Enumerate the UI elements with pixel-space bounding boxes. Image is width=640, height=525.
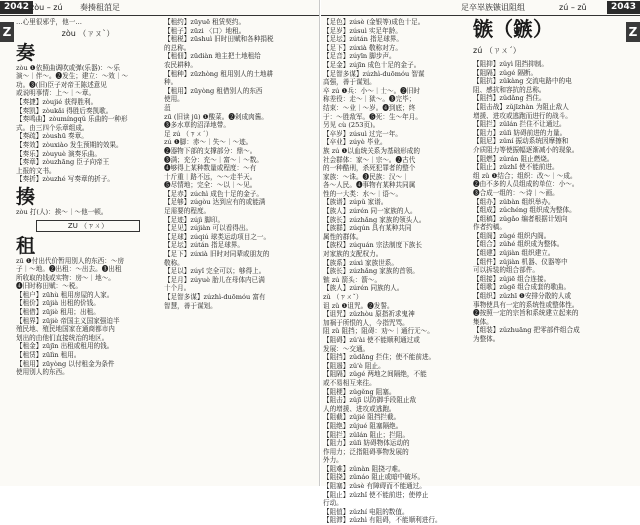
text-line: 外力。 bbox=[323, 456, 343, 465]
text-line: 性的一大类：水～｜语～。 bbox=[323, 189, 403, 198]
text-line: 【奏捷】zòujié 获得胜利。 bbox=[16, 97, 98, 106]
text-line: 【阻隔】zǔgé 两地之间隔绝，不能 bbox=[323, 370, 427, 379]
text-line: 集体。 bbox=[473, 317, 493, 326]
text-line: 【阻力】zǔlì 妨碍物体运动的 bbox=[323, 439, 410, 448]
text-line: 【阻尼】zǔní 振动系统因摩擦和 bbox=[473, 137, 569, 146]
text-line: 【族长】zúzhǎng 家族的领头人。 bbox=[323, 215, 426, 224]
text-line: 高强，善于谋划。 bbox=[323, 78, 376, 87]
text-line: 可以拆装的组合部件。 bbox=[473, 266, 539, 275]
text-line: 【租界】zūjiè 帝国主义国家强迫半 bbox=[16, 316, 120, 325]
text-line: 组 zǔ ❶结合；组织：改～｜～成。 bbox=[473, 171, 577, 180]
text-line: 【奏凯】zòukǎi 得胜后奏凯歌。 bbox=[16, 106, 113, 115]
text-line: 【阻滞】zǔzhì 有阻碍，不能顺利进行。 bbox=[323, 516, 442, 525]
text-line: zū (旧读 jū) ❶酸菜。❷剁成肉酱。 bbox=[164, 112, 268, 121]
text-line: 【卒业】zúyè 毕业。 bbox=[323, 138, 387, 147]
text-line: ❸满；充分：充～｜富～｜～数。 bbox=[164, 155, 263, 164]
text-line: 【组合】zǔhé 组织成为整体。 bbox=[473, 240, 564, 249]
text-line: 【足智多谋】zúzhì-duōmóu 智谋 bbox=[323, 69, 425, 78]
text-line: 【阻抑】zǔyì 阻挡抑制。 bbox=[473, 60, 548, 68]
text-line: 或说明事情：上～｜～章。 bbox=[16, 89, 96, 98]
text-line: 【组办】zǔbàn 组织举办。 bbox=[473, 197, 555, 206]
text-line: 子｜～地。❷出租：～出去。❸出租 bbox=[16, 265, 122, 274]
entry bbox=[16, 235, 160, 377]
text-line: 【足球】zúqiú 球类运动项目之一。 bbox=[164, 232, 271, 241]
text-line: ❹旧时称田赋：～税。 bbox=[16, 282, 82, 291]
text-line: 增援、进攻或逃跑而进行的战斗。 bbox=[473, 111, 572, 120]
page-header bbox=[0, 0, 319, 16]
text-line: 【组织】zǔzhī ❶安排分散的人或 bbox=[473, 292, 572, 301]
traditional-headword bbox=[473, 18, 553, 62]
text-line: 菹 bbox=[164, 103, 171, 112]
text-line: 的一种酷刑，杀死犯罪者的整个 bbox=[323, 164, 416, 173]
text-line: 【租价】zūjià 出租的价钱。 bbox=[16, 299, 100, 308]
text-line: 【阻挡】zǔdǎng 挡住。 bbox=[473, 94, 546, 103]
text-line: 【阻挠】zǔnáo 阻止或暗中破坏。 bbox=[323, 473, 425, 482]
text-line: 【租税】zūshuì 旧时田赋和各种捐税 bbox=[164, 35, 274, 44]
text-line: 【阻挡】zǔdǎng 拦住；使不能前进。 bbox=[323, 353, 436, 362]
text-line: 【阻绝】zǔjué 阻塞隔绝。 bbox=[323, 421, 403, 430]
text-line: 【阻拦】zǔlán 拦住不让通过。 bbox=[473, 120, 566, 129]
text-line: 【族谱】zúpǔ 家谱。 bbox=[323, 198, 388, 207]
text-line: 事物使具有一定的系统性或整体性。 bbox=[473, 300, 579, 309]
text-line: 【租借】zūjiè 租用；出租。 bbox=[16, 308, 100, 317]
text-line: 称差役：走～｜狱～。❸完毕； bbox=[323, 95, 416, 104]
text-line: 【足下】zúxià 旧时对同辈或朋友的 bbox=[164, 250, 270, 259]
text-line: 种。 bbox=[164, 78, 178, 87]
text-line: 农民耕种。 bbox=[164, 60, 197, 69]
text-line: 社会群体：家～｜宗～。❷古代 bbox=[323, 155, 416, 164]
text-line: zǔ （ㄗㄨˇ） bbox=[323, 293, 363, 301]
column-1 bbox=[16, 18, 160, 482]
text-line: 【阻值】zǔzhí 电阻的数值。 bbox=[323, 507, 409, 516]
headword: 镞（鏃） bbox=[473, 17, 553, 41]
text-line: 【阻碍】zǔ'ài 使不能顺利通过或 bbox=[323, 335, 420, 344]
column-4 bbox=[473, 60, 623, 482]
text-line: 于：～胜敌军。❺死：生～年月。 bbox=[323, 112, 422, 121]
text-line: 【奏乐】zòuyuè 演奏乐曲。 bbox=[16, 149, 102, 158]
text-line: 【奏章】zòuzhāng 臣子向帝王 bbox=[16, 158, 110, 167]
text-line: 【足岁】zúsuì 实足年龄。 bbox=[323, 26, 402, 35]
text-line: 敬称。 bbox=[164, 258, 184, 267]
header-chars: 足卒崒族镞诅阻组 bbox=[461, 3, 525, 12]
text-line: 【组接】zǔjiē 组合连接。 bbox=[473, 274, 551, 283]
text-line: 【组成】zǔchéng 组织成为整体。 bbox=[473, 206, 576, 215]
headword: 租 bbox=[16, 234, 36, 257]
text-line: 【族人】zúrén 同一家族的人。 bbox=[323, 207, 417, 216]
text-line: 【足音】zúyīn 脚步声。 bbox=[323, 52, 396, 61]
letter-tab: Z bbox=[626, 22, 640, 42]
pinyin-heading: zú （ㄗㄨˊ） bbox=[473, 46, 521, 55]
text-line: 上报的文书。 bbox=[16, 166, 56, 175]
text-line: 【阻梗】zǔgěng 阻塞。 bbox=[323, 387, 396, 396]
text-line: 【租佃】zūdiàn 地主把土地租给 bbox=[164, 52, 261, 61]
text-line: 殖民地、殖民地国家在通商都市内 bbox=[16, 325, 115, 334]
text-line: 作用力；泛指阻碍事物发展的 bbox=[323, 447, 409, 456]
text-line: 【租赁】zūlìn 租用。 bbox=[16, 351, 81, 360]
text-line: ❸合成一组的：～诗｜～画。 bbox=[473, 188, 559, 197]
text-line: 【阻击战】zǔjīzhàn 为阻止敌人 bbox=[473, 102, 569, 111]
header-chars: 奏揍租菹足 bbox=[80, 3, 120, 12]
text-line: 介质阻力等使振幅逐渐减小的现象。 bbox=[473, 145, 579, 154]
text-line: 镞 zú 箭头：箭～。 bbox=[323, 275, 382, 284]
text-line: 【足月】zúyuè 胎儿在母体内已满 bbox=[164, 275, 265, 284]
text-line: 【阻拦】zǔlán 阻止；拦阻。 bbox=[323, 430, 410, 439]
section-heading: ZU （ㄗㄨ） bbox=[36, 220, 140, 232]
text-line: 【足下】zúxià 敬称对方。 bbox=[323, 43, 402, 52]
text-line: 【租约】zūyuē 租赁契约。 bbox=[164, 18, 246, 26]
text-line: 【足智多谋】zúzhì-duōmóu 富有 bbox=[164, 293, 266, 301]
text-line: zú ❶脚：赤～｜失～｜～迹。 bbox=[164, 138, 253, 147]
header-range: zú – zǔ bbox=[559, 3, 587, 12]
text-line: 【族长】zúzhǎng 家族的首领。 bbox=[323, 267, 419, 276]
text-line: 诅 zǔ ❶诅咒。❷发誓。 bbox=[323, 301, 394, 310]
text-line: 【奏折】zòuzhé 写奏章的折子。 bbox=[16, 175, 114, 184]
text-line: 【组稿】zǔgǎo 编者根据计划向 bbox=[473, 214, 568, 223]
text-line: 【足见】zújiàn 可以看得出。 bbox=[164, 224, 253, 233]
text-line: 【族权】zúquán 宗法制度下族长 bbox=[323, 241, 422, 250]
text-line: 【阻塞】zǔsè 有障碍而不能通过。 bbox=[323, 482, 426, 491]
text-line: ❷按照一定的宗旨和系统建立起来的 bbox=[473, 309, 579, 318]
text-line: 【足以】zúyǐ 完全可以；够得上。 bbox=[164, 267, 266, 276]
headword: 奏 bbox=[16, 41, 36, 64]
entry bbox=[16, 42, 160, 184]
column-3 bbox=[323, 18, 469, 525]
text-line: …心里很邪乎，他一… bbox=[16, 18, 82, 26]
text-line: 所收取的钱或实物：房～｜地～。 bbox=[16, 273, 115, 282]
page-number: 2042 bbox=[0, 1, 33, 14]
text-line: 【阻止】zǔzhǐ 使不能前进；使停止 bbox=[323, 490, 429, 499]
text-line: 【阻难】zǔnàn 阻挠刁难。 bbox=[323, 464, 405, 473]
text-line: 【租种】zūzhòng 租用别人的土地耕 bbox=[164, 69, 274, 78]
text-line: 足需要的程度。 bbox=[164, 207, 211, 216]
headword: 揍 bbox=[16, 185, 36, 208]
text-line: ❺尽情地；完全：～以｜～见。 bbox=[164, 181, 257, 190]
text-line: 十个月。 bbox=[164, 284, 191, 293]
right-page bbox=[321, 0, 640, 525]
text-line: 【租用】zūyòng 以付租金为条件 bbox=[16, 359, 115, 368]
text-line: ❸多水草的沼泽地带。 bbox=[164, 121, 230, 130]
text-line: 【租金】zūjīn 出租或租用的钱。 bbox=[16, 342, 114, 351]
text-line: 【足坛】zútán 指足球界。 bbox=[164, 241, 244, 250]
text-line: 作者约稿。 bbox=[473, 223, 506, 232]
text-line: 【租子】zūzi 〈口〉地租。 bbox=[164, 26, 246, 35]
text-line: zū ❶付出代价暂用别人的东西：～房 bbox=[16, 256, 125, 265]
text-line: 足 zú （ㄗㄨˊ） bbox=[164, 129, 213, 138]
text-line: ❹够得上某种数量或程度：～有 bbox=[164, 164, 257, 173]
text-line: 【奏疏】zòushū 奏章。 bbox=[16, 132, 88, 141]
text-line: 【族系】zúxì 家族世系。 bbox=[323, 258, 398, 267]
text-line: 【奏鸣曲】zòumíngqǔ 乐曲的一种形 bbox=[16, 115, 128, 124]
text-line: 演～｜伴～。❷发生；建立：～效｜～ bbox=[16, 72, 129, 81]
text-line: 【阻燃】zǔrán 阻止燃烧。 bbox=[473, 154, 554, 163]
text-line: 式。由三四个乐章组成。 bbox=[16, 123, 89, 132]
page-number: 2043 bbox=[607, 1, 640, 14]
text-line: zòu ❶依照曲调吹或弹(乐器)：～乐 bbox=[16, 63, 120, 72]
text-line: 的总称。 bbox=[164, 43, 191, 52]
letter-tab: Z bbox=[0, 22, 14, 42]
text-line: 结束：～业｜～岁。❹到底；终 bbox=[323, 103, 416, 112]
text-line: 功。❸(旧)臣子对帝王陈述意见 bbox=[16, 80, 107, 89]
text-line: 或不易相互来往。 bbox=[323, 378, 376, 387]
text-line: 【阻遏】zǔ'è 阻止。 bbox=[323, 361, 385, 370]
text-line: 【族群】zúqún 具有某种共同 bbox=[323, 224, 412, 233]
text-line: 使用。 bbox=[164, 95, 184, 104]
text-line: 【组阁】zǔgé 组织内阁。 bbox=[473, 231, 551, 240]
text-line: 【组歌】zǔgē 组合成套的歌曲。 bbox=[473, 283, 571, 292]
text-line: ❷器物下部的支撑部分：鼎～。 bbox=[164, 146, 257, 155]
text-line: 【奏效】zòuxiào 发生预期的效果。 bbox=[16, 140, 123, 149]
text-line: 【足够】zúgòu 达到应有的或能满 bbox=[164, 198, 266, 207]
text-line: 另见 cù (253页)。 bbox=[323, 121, 380, 130]
text-line: 属性的群体。 bbox=[323, 232, 363, 241]
text-line: 【阻隔】zǔgé 隔断。 bbox=[473, 68, 538, 77]
left-page bbox=[0, 0, 320, 486]
text-line: 卒 zú ❶兵：小～｜士～。❷旧时 bbox=[323, 86, 420, 95]
text-line: 【诅咒】zǔzhòu 原指祈求鬼神 bbox=[323, 310, 415, 319]
text-line: 【足坛】zútán 指足球界。 bbox=[323, 35, 403, 44]
text-line: 【族人】zúrén 同族的人。 bbox=[323, 284, 404, 293]
text-line: 发展：～交通。 bbox=[323, 344, 370, 353]
text-line: 【阻力】zǔlì 妨碍前进的力量。 bbox=[473, 128, 567, 137]
text-line: 【足迹】zújì 脚印。 bbox=[164, 215, 225, 224]
text-line: 【组件】zǔjiàn 机器、仪器等中 bbox=[473, 257, 568, 266]
text-line: 【租户】zūhù 租用房屋的人家。 bbox=[16, 290, 114, 299]
entry bbox=[16, 186, 160, 217]
text-line: 【足赤】zúchì 成色十足的金子。 bbox=[164, 189, 263, 198]
text-line: 对家族的支配权力。 bbox=[323, 250, 383, 259]
text-line: 族 zú ❶以血统关系为基础形成的 bbox=[323, 146, 420, 155]
text-line: 人的增援、进攻或逃跑。 bbox=[323, 404, 396, 413]
text-line: 【阻击】zǔjī 以防御手段阻止敌 bbox=[323, 396, 417, 405]
text-line: 【卒岁】zúsuì 过完一年。 bbox=[323, 129, 402, 138]
column-2 bbox=[164, 18, 316, 482]
text-line: zòu 打(人)：挨～｜～他一顿。 bbox=[16, 207, 108, 216]
text-line: 划出的由他们直接统治的地区。 bbox=[16, 333, 109, 342]
text-line: 智慧，善于谋划。 bbox=[164, 301, 217, 310]
text-line: 加祸于所恨的人，今指咒骂。 bbox=[323, 318, 409, 327]
text-line: 【组装】zǔzhuāng 把零部件组合成 bbox=[473, 326, 580, 335]
pinyin-heading: zòu （ㄗㄡˋ） bbox=[61, 28, 115, 38]
text-line: 【阻抗】zǔkàng 交流电路中的电 bbox=[473, 77, 572, 86]
text-line: 【阻截】zǔjié 阻挡拦截。 bbox=[323, 413, 401, 422]
text-line: 十斤重｜路不远，～～走半天。 bbox=[164, 172, 257, 181]
page-header bbox=[321, 0, 640, 16]
text-line: 【组建】zǔjiàn 组织建立。 bbox=[473, 249, 555, 258]
text-line: 各～人民。❹事物有某种共同属 bbox=[323, 181, 416, 190]
text-line: 阻、感抗和容抗的总称。 bbox=[473, 85, 546, 94]
text-line: 家族：～诛。❸民族：汉～｜ bbox=[323, 172, 409, 181]
text-line: 【租用】zūyòng 租借别人的东西 bbox=[164, 86, 263, 95]
text-line: 【足金】zújīn 成色十足的金子。 bbox=[323, 60, 421, 69]
text-line: 为整体。 bbox=[473, 335, 500, 343]
text-line: 阻 zǔ 阻挡；阻碍：劝～｜通行无～。 bbox=[323, 327, 434, 336]
header-range: zòu – zú bbox=[30, 3, 63, 12]
text-line: 【阻止】zǔzhǐ 使不能前进。 bbox=[473, 163, 559, 172]
text-line: 【足色】zúsè (金银等)成色十足。 bbox=[323, 18, 425, 26]
text-line: 使用别人的东西。 bbox=[16, 368, 69, 377]
text-line: 行动。 bbox=[323, 499, 343, 508]
text-line: ❷由不多的人员组成的单位：小～。 bbox=[473, 180, 579, 189]
